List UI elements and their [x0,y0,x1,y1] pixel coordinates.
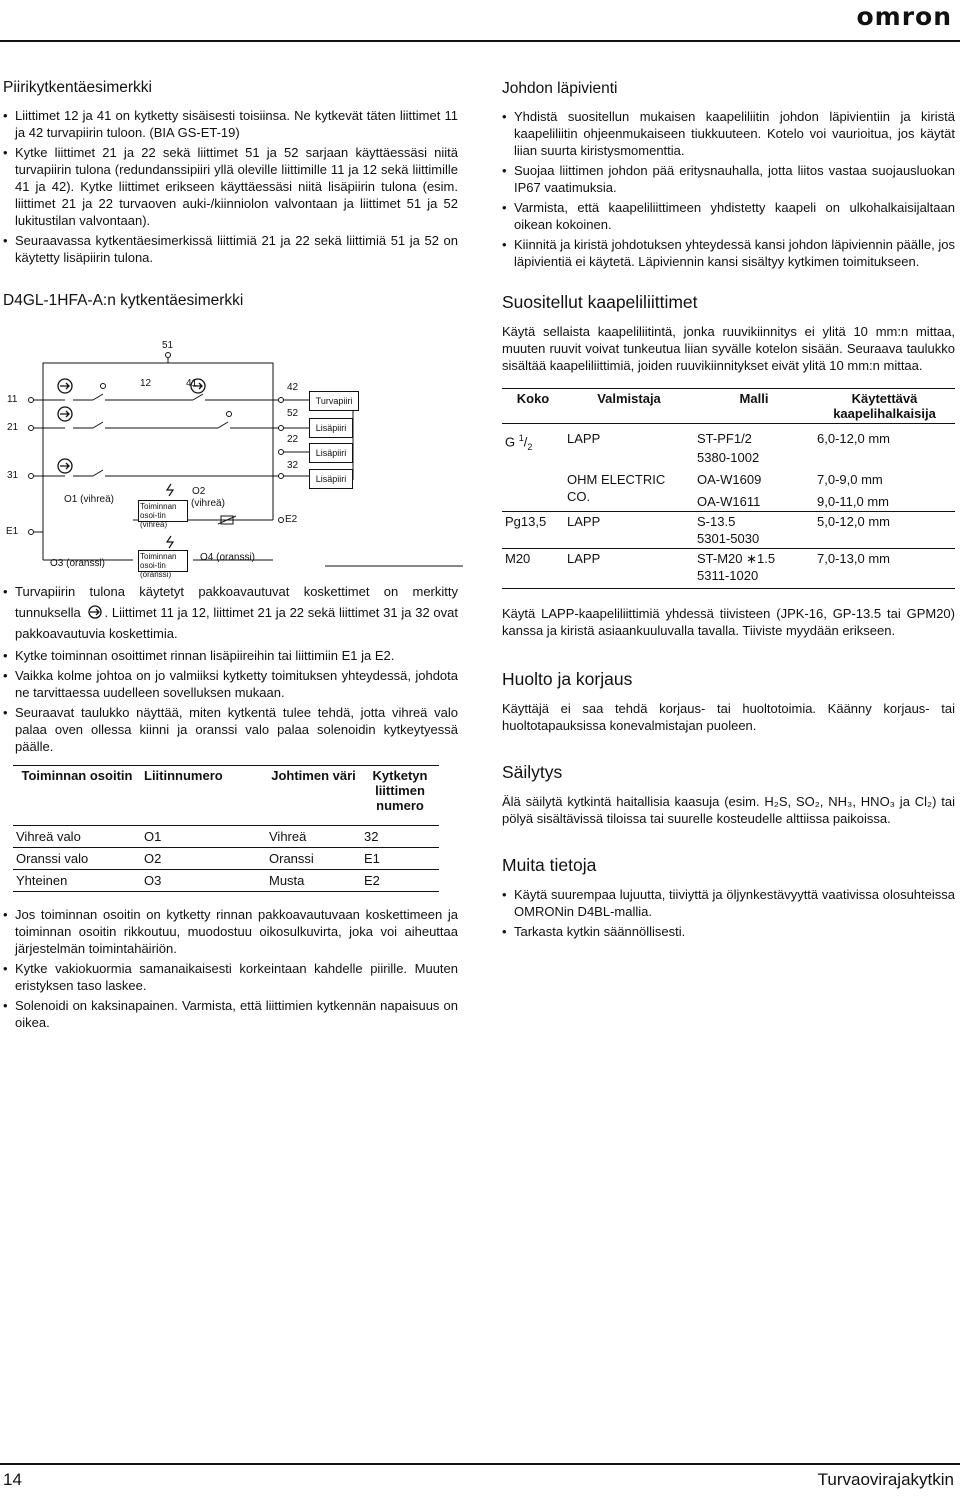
model: 5311-1020 [697,568,759,583]
table-header: Toiminnan osoitin [13,766,141,826]
wiring-diagram [3,320,463,579]
table-row [502,512,955,549]
table-cell: Oranssi valo [13,848,141,870]
table-cell: Vihreä [266,826,361,848]
list-item: • Käytä suurempaa lujuutta, tiiviyttä ja öljynkestävyyttä vaativissa olosuhteissa OMRONin D4BL-mallia. [502,886,955,920]
table-cell: O2 [141,848,266,870]
wiring-lines [3,320,463,575]
header-rule [0,40,960,42]
section-title-piirikytkenta: Piirikytkentäesimerkki [3,79,153,96]
box-turvapiiri: Turvapiiri [309,391,359,411]
table-cell [694,512,814,549]
table-cell: 9,0-11,0 mm [817,494,890,509]
size-g-sup: 1 [518,433,524,443]
table-row [13,848,439,870]
bullet-list-1 [3,107,458,266]
section-title-muita-tietoja: Muita tietoja [502,855,597,875]
model: ST-M20 ∗1.5 [697,551,776,566]
table-header: Kytketyn liittimen numero [361,766,439,826]
omron-logo: omron [856,2,952,31]
terminal-11: 11 [7,394,18,405]
table-cell: Pg13,5 [502,512,564,549]
list-item [3,581,458,644]
list-item: • Tarkasta kytkin säännöllisesti. [502,923,955,940]
label-o3: O3 (oranssi) [50,558,106,569]
table-cell [694,424,814,468]
positive-opening-icon [85,605,105,619]
table-cell: Yhteinen [13,870,141,892]
list-item: • Yhdistä suositellun mukaisen kaapeliliitin johdon läpivientiin ja kiristä kaapeliliitin ohjeenmukaiseen tiukkuuteen. Kotelo voi vaurioitua, jos käytät liian suurta kiristysmomenttia. [502,108,955,159]
cable-gland-table [502,388,955,589]
table-header: Koko [502,389,564,424]
label-o4: O4 (oranssi) [200,552,256,563]
page-number: 14 [3,1470,22,1489]
table-cell: Vihreä valo [13,826,141,848]
table-cell: O1 [141,826,266,848]
list-item: • Seuraavassa kytkentäesimerkissä liittimiä 21 ja 22 sekä liittimiä 51 ja 52 on käytetty lisäpiirin tulona. [3,232,458,266]
section-title-huolto: Huolto ja korjaus [502,669,633,689]
table-row [502,424,955,468]
diagram-title: D4GL-1HFA-A:n kytkentäesimerkki [3,292,244,309]
bullet-list-2 [3,581,458,755]
terminal-12: 12 [140,378,152,389]
model: 5380-1002 [697,450,760,465]
paragraph: Käytä sellaista kaapeliliitintä, jonka ruuvikiinnitys ei ylitä 10 mm:n mittaa, muuten ruuvit voivat tunkeutua liian syvälle kotelon sisään. Seuraava taulukko sisältää kaapeliliittimiä, joiden ruuvikiinnitykset eivät ylitä 10 mm:n mittaa. [502,324,955,373]
list-item: • Solenoidi on kaksinapainen. Varmista, että liittimien kytkennän napaisuus on oikea. [3,997,458,1031]
terminal-E2: E2 [285,514,298,525]
table-cell: Musta [266,870,361,892]
bullet-list-lapivienti [502,108,955,270]
size-g-sub: 2 [527,441,533,452]
table-cell: 7,0-13,0 mm [814,549,955,589]
list-item: • Suojaa liittimen johdon pää eritysnauhalla, jotta liitos vastaa suojausluokan IP67 vaatimuksia. [502,162,955,196]
table-header: Valmistaja [564,389,694,424]
list-item: • Jos toiminnan osoitin on kytketty rinnan pakkoavautuvaan koskettimeen ja toiminnan osoitin rikkoutuu, muodostuu oikosulkuvirta, joka voi aiheuttaa järjestelmän toimintahäiriön. [3,906,458,957]
list-item: • Varmista, että kaapeliliittimeen yhdistetty kaapeli on ulkohalkaisijaltaan oikean kokoinen. [502,199,955,233]
list-item: • Kytke vakiokuormia samanaikaisesti korkeintaan kahdelle piirille. Muuten eristyksen taso laskee. [3,960,458,994]
list-item: • Kytke toiminnan osoittimet rinnan lisäpiireihin tai liittimiin E1 ja E2. [3,647,458,664]
label-o2: O2 [192,486,206,497]
paragraph: Älä säilytä kytkintä haitallisia kaasuja (esim. H₂S, SO₂, NH₃, HNO₃ ja Cl₂) tai pölyä sisältävissä tiloissa tai suurelle kosteudelle alttiissa paikoissa. [502,794,955,826]
table-cell: 5,0-12,0 mm [814,512,955,549]
table-cell: E1 [361,848,439,870]
footer-rule [0,1463,960,1465]
table-header: Johtimen väri [266,766,361,826]
bullet-text-b: . Liittimet 11 ja 12, liittimet 21 ja 22 sekä liittimet 31 ja 32 ovat pakkoavautuvia koskettimia. [15,605,458,641]
table-cell: LAPP [564,549,694,589]
table-row [13,870,439,892]
bullet-list-muita [502,886,955,940]
paragraph: Käyttäjä ei saa tehdä korjaus- tai huoltotoimia. Käänny korjaus- tai huoltotapauksissa konevalmistajan puoleen. [502,701,955,733]
table-header: Malli [694,389,814,424]
table-cell: LAPP [564,424,694,468]
table-row [502,467,955,489]
paragraph: Käytä LAPP-kaapeliliittimiä yhdessä tiivisteen (JPK-16, GP-13.5 tai GPM20) kanssa ja kiristä asiaankuuluvalla tavalla. Tiiviste myydään erikseen. [502,606,955,638]
terminal-41: 41 [186,378,198,389]
section-title-lapivienti: Johdon läpivienti [502,80,618,97]
left-column [3,76,458,1034]
terminal-51: 51 [162,340,174,351]
box-lisapiiri-2: Lisäpiiri [309,443,353,463]
indicator-green: Toiminnan osoi-tin (vihreä) [138,500,188,522]
label-o1: O1 (vihreä) [64,494,115,505]
indicator-table [13,765,439,892]
right-column [502,76,955,943]
table-cell: OA-W1609 [697,472,762,487]
box-lisapiiri-3: Lisäpiiri [309,469,353,489]
table-cell: 6,0-12,0 mm [814,424,955,468]
table-cell: E2 [361,870,439,892]
product-name: Turvaovirajakytkin [817,1470,954,1489]
table-cell: G $^1/_2$ [502,424,564,512]
label-o2-color: (vihreä) [191,498,225,509]
table-cell: Oranssi [266,848,361,870]
table-row [13,826,439,848]
terminal-22: 22 [287,434,299,445]
table-header: Liitinnumero [141,766,266,826]
table-cell: M20 [502,549,564,589]
terminal-21: 21 [7,422,19,433]
table-cell: O3 [141,870,266,892]
table-cell: 32 [361,826,439,848]
terminal-52: 52 [287,408,299,419]
table-header: Käytettävä kaapelihalkaisija [814,389,955,424]
list-item: • Vaikka kolme johtoa on jo valmiiksi kytketty toimituksen yhteydessä, johdota ne tarvittaessa uudelleen sovelluksen mukaan. [3,667,458,701]
section-title-kaapeliliittimet: Suositellut kaapeliliittimet [502,292,698,312]
table-cell [694,549,814,589]
list-item: • Kiinnitä ja kiristä johdotuksen yhteydessä kansi johdon läpiviennin päälle, jos läpivientiä ei käytetä. Läpiviennin kansi sisältyy kytkimen toimitukseen. [502,236,955,270]
table-cell: LAPP [564,512,694,549]
table-cell: OA-W1611 [697,494,761,509]
list-item: • Seuraavat taulukko näyttää, miten kytkentä tulee tehdä, jotta vihreä valo palaa oven ollessa kiinni ja oranssi valo palaa solenoidin kytkeytyessä päälle. [3,704,458,755]
terminal-E1: E1 [6,526,19,537]
bullet-text-a: Turvapiirin tulona käytetyt pakkoavautuvat koskettimet on merkitty tunnuksella [15,584,458,620]
size-g: G [505,434,516,450]
model: S-13.5 [697,514,736,529]
bullet-list-4 [3,906,458,1031]
list-item: • Kytke liittimet 21 ja 22 sekä liittimet 51 ja 52 sarjaan käyttäessäsi niitä turvapiirin tulona (redundanssipiiri yllä oleville liittimille 11 ja 12 sekä liittimille 41 ja 42). Kytke liittimet erikseen käyttäessäsi niitä lisäpiirin tulona (esim. liittimet 21 ja 22 turvaoven auki-/kiinniolon valvontaan ja liittimet 51 ja 52 lukitustilan valvontaan). [3,144,458,229]
table-cell: OHM ELECTRIC CO. [567,472,666,504]
section-title-sailytys: Säilytys [502,762,563,782]
list-item: • Liittimet 12 ja 41 on kytketty sisäisesti toisiinsa. Ne kytkevät täten liittimet 11 ja 42 turvapiirin tuloon. (BIA GS-ET-19) [3,107,458,141]
terminal-31: 31 [7,470,19,481]
table-cell: 7,0-9,0 mm [817,472,883,487]
terminal-42: 42 [287,382,299,393]
table-row [502,549,955,589]
terminal-32: 32 [287,460,299,471]
model: ST-PF1/2 [697,431,752,446]
indicator-orange: Toiminnan osoi-tin (oranssi) [138,550,188,572]
model: 5301-5030 [697,531,760,546]
box-lisapiiri-1: Lisäpiiri [309,418,353,438]
